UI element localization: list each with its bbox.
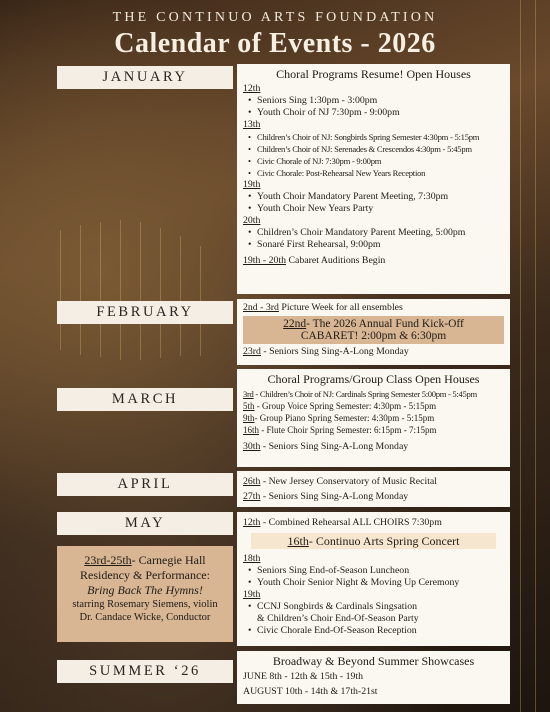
january-events — [237, 64, 510, 294]
event-date: 26th — [243, 476, 261, 487]
harp-string — [140, 222, 141, 360]
list-item: • Civic Chorale End-Of-Season Reception — [257, 625, 504, 637]
spring-concert-highlight — [251, 533, 496, 549]
list-item: • Children’s Choir Mandatory Parent Meeting, 5:00pm — [257, 227, 504, 239]
summer-heading: Broadway & Beyond Summer Showcases — [272, 654, 475, 668]
april-events — [237, 471, 510, 507]
list-item: • Youth Choir Mandatory Parent Meeting, 7:30pm — [257, 191, 504, 203]
event-date: 9th — [243, 413, 255, 423]
harp-string — [520, 0, 521, 712]
event-text: CCNJ Songbirds & Cardinals Singsation — [257, 601, 418, 612]
list-item: • Youth Choir New Years Party — [257, 203, 504, 215]
event-date: 12th — [243, 517, 261, 528]
event-text: - Combined Rehearsal ALL CHOIRS 7:30pm — [260, 517, 442, 528]
cabaret-auditions — [243, 255, 504, 267]
event-text: Cabaret Auditions Begin — [286, 255, 386, 266]
march-heading: Choral Programs/Group Class Open Houses — [267, 372, 480, 386]
event-text: - Seniors Sing Sing-A-Long Monday — [260, 346, 409, 357]
event-text: Picture Week for all ensembles — [278, 302, 403, 313]
event-date: 3rd — [243, 389, 254, 399]
list-item: • Seniors Sing End-of-Season Luncheon — [257, 565, 504, 577]
list-item — [243, 400, 504, 412]
event-date: 19th - 20th — [243, 255, 286, 266]
event-text: - Seniors Sing Sing-A-Long Monday — [260, 441, 409, 452]
list-item: • Civic Chorale of NJ: 7:30pm - 9:00pm — [257, 155, 504, 167]
list-item: • Children’s Choir of NJ: Songbirds Spring Semester 4:30pm - 5:15pm — [257, 131, 504, 143]
march-events — [237, 369, 510, 467]
harp-string — [180, 236, 181, 356]
month-label-january: JANUARY — [57, 66, 233, 89]
event-text: - New Jersey Conservatory of Music Recital — [260, 476, 437, 487]
event-date: 22nd — [283, 318, 307, 330]
event-text: - Group Piano Spring Semester: 4:30pm - 5:15pm — [254, 413, 435, 423]
list-item: • Sonaré First Rehearsal, 9:00pm — [257, 239, 504, 251]
may-events — [237, 512, 510, 646]
event-text: & Children’s Choir End-Of-Season Party — [257, 613, 419, 624]
harp-string — [160, 228, 161, 358]
list-item: • Children’s Choir of NJ: Serenades & Crescendos 4:30pm - 5:45pm — [257, 143, 504, 155]
list-item — [243, 476, 504, 488]
month-label-summer: SUMMER ‘26 — [57, 660, 233, 683]
event-text: - The 2026 Annual Fund Kick-Off — [306, 318, 464, 330]
fund-kickoff-highlight — [243, 316, 504, 344]
month-label-march: MARCH — [57, 388, 233, 411]
list-item: • Civic Chorale: Post-Rehearsal New Years Reception — [257, 167, 504, 179]
carnegie-program: Bring Back The Hymns! — [87, 583, 203, 597]
event-date: 27th — [243, 491, 261, 502]
event-date: 30th — [243, 441, 261, 452]
harp-string — [120, 220, 121, 360]
event-text: - Children’s Choir of NJ: Cardinals Spring Semester 5:00pm - 5:45pm — [253, 389, 477, 399]
january-heading: Choral Programs Resume! Open Houses — [276, 67, 471, 81]
list-item: • Youth Choir of NJ 7:30pm - 9:00pm — [257, 107, 504, 119]
event-date: 23rd-25th — [84, 553, 132, 567]
event-text: - Seniors Sing Sing-A-Long Monday — [260, 491, 409, 502]
carnegie-hall-box — [57, 546, 233, 642]
month-label-april: APRIL — [57, 473, 233, 496]
list-item — [243, 491, 504, 503]
event-text: - Continuo Arts Spring Concert — [308, 534, 460, 548]
summer-events — [237, 651, 510, 704]
event-text: - Carnegie Hall — [131, 553, 206, 567]
list-item — [243, 388, 504, 400]
event-text: CABARET! 2:00pm & 6:30pm — [300, 330, 447, 342]
event-text: - Group Voice Spring Semester: 4:30pm - 5:15pm — [254, 401, 437, 411]
event-date: 13th — [243, 119, 261, 130]
combined-rehearsal — [243, 517, 504, 529]
sing-along — [243, 346, 504, 358]
event-date: 2nd - 3rd — [243, 302, 279, 313]
carnegie-conductor: Dr. Candace Wicke, Conductor — [79, 612, 211, 623]
carnegie-title — [61, 553, 229, 568]
list-item — [243, 424, 504, 436]
harp-string — [80, 225, 81, 355]
event-date: 19th — [243, 179, 261, 190]
event-date: 5th — [243, 401, 255, 411]
event-text: - Flute Choir Spring Semester: 6:15pm - 7:15pm — [259, 425, 437, 435]
event-date: 20th — [243, 215, 261, 226]
event-date: 12th — [243, 83, 261, 94]
event-date: 16th — [243, 425, 260, 435]
picture-week — [243, 302, 504, 314]
february-events — [237, 299, 510, 365]
summer-august: AUGUST 10th - 14th & 17th-21st — [243, 686, 378, 697]
event-date: 18th — [243, 553, 261, 564]
harp-string — [535, 0, 536, 712]
list-item: • Youth Choir Senior Night & Moving Up Ceremony — [257, 577, 504, 589]
list-item: • Seniors Sing 1:30pm - 3:00pm — [257, 95, 504, 107]
list-item — [243, 412, 504, 424]
event-date: 23rd — [243, 346, 261, 357]
harp-string — [100, 222, 101, 357]
organization-name: THE CONTINUO ARTS FOUNDATION — [112, 10, 438, 25]
harp-string — [60, 230, 61, 350]
month-label-may: MAY — [57, 512, 233, 535]
event-date: 16th — [287, 534, 309, 548]
list-item — [243, 441, 504, 453]
summer-june: JUNE 8th - 12th & 15th - 19th — [243, 671, 364, 682]
event-date: 19th — [243, 589, 261, 600]
carnegie-subtitle: Residency & Performance: — [80, 568, 210, 582]
carnegie-performer: starring Rosemary Siemens, violin — [72, 599, 218, 610]
list-item — [257, 601, 504, 625]
month-label-february: FEBRUARY — [57, 301, 233, 324]
page-title: Calendar of Events - 2026 — [114, 28, 436, 59]
